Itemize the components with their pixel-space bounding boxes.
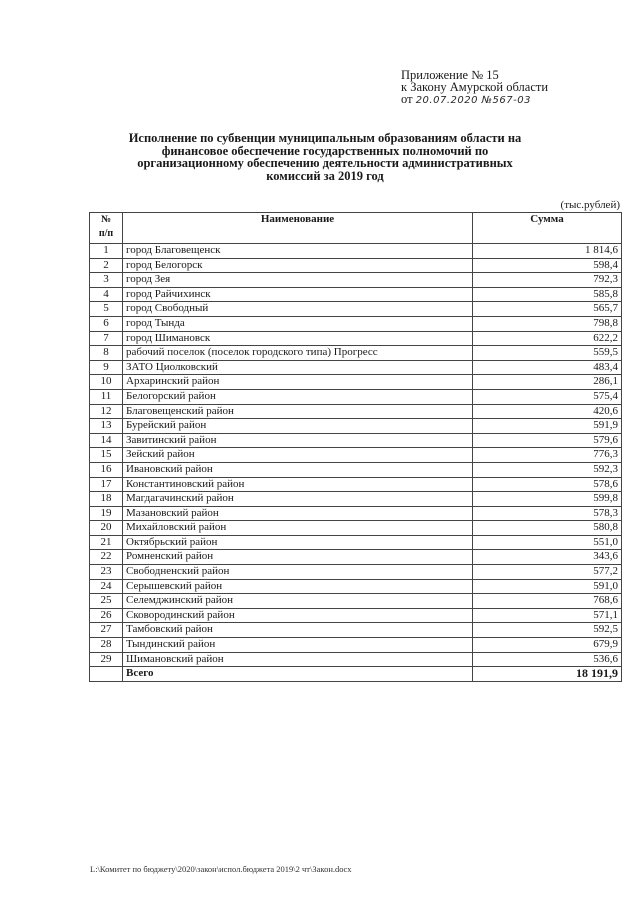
cell-num: 3 <box>90 273 123 288</box>
cell-name: город Благовещенск <box>123 244 473 259</box>
cell-sum: 551,0 <box>473 535 622 550</box>
cell-sum: 592,5 <box>473 623 622 638</box>
cell-name: Шимановский район <box>123 652 473 667</box>
table-header-row <box>90 213 622 244</box>
cell-num: 21 <box>90 535 123 550</box>
cell-sum: 792,3 <box>473 273 622 288</box>
cell-num: 18 <box>90 492 123 507</box>
cell-name: город Свободный <box>123 302 473 317</box>
table-row <box>90 521 622 536</box>
cell-name: город Зея <box>123 273 473 288</box>
cell-name: Белогорский район <box>123 389 473 404</box>
cell-num: 14 <box>90 433 123 448</box>
cell-name: Ивановский район <box>123 462 473 477</box>
cell-sum: 598,4 <box>473 258 622 273</box>
cell-name: Зейский район <box>123 448 473 463</box>
cell-num: 26 <box>90 608 123 623</box>
cell-sum: 536,6 <box>473 652 622 667</box>
table-row <box>90 652 622 667</box>
cell-num: 9 <box>90 360 123 375</box>
total-sum: 18 191,9 <box>473 667 622 682</box>
cell-num: 11 <box>90 389 123 404</box>
table-row <box>90 506 622 521</box>
cell-sum: 679,9 <box>473 638 622 653</box>
cell-sum: 776,3 <box>473 448 622 463</box>
subvention-table <box>89 212 622 682</box>
table-row <box>90 565 622 580</box>
cell-name: Ромненский район <box>123 550 473 565</box>
cell-num: 6 <box>90 316 123 331</box>
cell-sum: 343,6 <box>473 550 622 565</box>
cell-num: 7 <box>90 331 123 346</box>
cell-name: город Тында <box>123 316 473 331</box>
cell-sum: 798,8 <box>473 316 622 331</box>
cell-num: 4 <box>90 287 123 302</box>
cell-sum: 420,6 <box>473 404 622 419</box>
table-row <box>90 419 622 434</box>
cell-sum: 483,4 <box>473 360 622 375</box>
cell-sum: 768,6 <box>473 594 622 609</box>
table-row <box>90 550 622 565</box>
cell-sum: 592,3 <box>473 462 622 477</box>
cell-name: Завитинский район <box>123 433 473 448</box>
appendix-handwritten-date: 20.07.2020 №567-03 <box>415 95 531 106</box>
cell-sum: 579,6 <box>473 433 622 448</box>
table-row <box>90 594 622 609</box>
cell-sum: 599,8 <box>473 492 622 507</box>
cell-num: 5 <box>90 302 123 317</box>
cell-num: 16 <box>90 462 123 477</box>
cell-name: город Белогорск <box>123 258 473 273</box>
header-num <box>90 213 123 244</box>
header-num-label: п/п <box>98 228 114 239</box>
total-label: Всего <box>123 667 473 682</box>
table-row <box>90 492 622 507</box>
cell-num: 28 <box>90 638 123 653</box>
cell-num: 1 <box>90 244 123 259</box>
cell-name: Селемджинский район <box>123 594 473 609</box>
cell-name: Бурейский район <box>123 419 473 434</box>
table-row <box>90 623 622 638</box>
cell-num: 17 <box>90 477 123 492</box>
cell-name: Тамбовский район <box>123 623 473 638</box>
table-row <box>90 448 622 463</box>
cell-sum: 565,7 <box>473 302 622 317</box>
cell-num: 2 <box>90 258 123 273</box>
cell-sum: 591,0 <box>473 579 622 594</box>
cell-num: 8 <box>90 346 123 361</box>
cell-name: рабочий поселок (поселок городского типа) Прогресс <box>123 346 473 361</box>
table-row <box>90 244 622 259</box>
table-row <box>90 404 622 419</box>
table-row <box>90 477 622 492</box>
table-row <box>90 273 622 288</box>
cell-num: 23 <box>90 565 123 580</box>
cell-num: 13 <box>90 419 123 434</box>
cell-sum: 578,6 <box>473 477 622 492</box>
cell-name: Константиновский район <box>123 477 473 492</box>
cell-num: 12 <box>90 404 123 419</box>
cell-num <box>90 667 123 682</box>
cell-name: город Шимановск <box>123 331 473 346</box>
cell-sum: 559,5 <box>473 346 622 361</box>
document-title: Исполнение по субвенции муниципальным образованиям области на финансовое обеспечение государственных полномочий по организационному обеспечению деятельности административных комиссий за 2019 год <box>128 131 522 183</box>
cell-name: Октябрьский район <box>123 535 473 550</box>
table-row <box>90 375 622 390</box>
cell-num: 20 <box>90 521 123 536</box>
header-name: Наименование <box>123 213 473 244</box>
table-row <box>90 433 622 448</box>
table-row <box>90 258 622 273</box>
appendix-date-line <box>401 93 548 107</box>
cell-sum: 578,3 <box>473 506 622 521</box>
table-row <box>90 360 622 375</box>
table-row <box>90 535 622 550</box>
cell-name: Михайловский район <box>123 521 473 536</box>
cell-name: Сковородинский район <box>123 608 473 623</box>
table-row <box>90 346 622 361</box>
cell-sum: 575,4 <box>473 389 622 404</box>
cell-num: 29 <box>90 652 123 667</box>
table-row <box>90 389 622 404</box>
table-row <box>90 316 622 331</box>
table-row <box>90 302 622 317</box>
appendix-number: Приложение № 15 <box>401 68 499 82</box>
cell-sum: 571,1 <box>473 608 622 623</box>
cell-name: Серышевский район <box>123 579 473 594</box>
cell-num: 19 <box>90 506 123 521</box>
total-row <box>90 667 622 682</box>
header-num-symbol: № <box>100 214 112 225</box>
table-body <box>90 244 622 682</box>
cell-name: Благовещенский район <box>123 404 473 419</box>
cell-sum: 577,2 <box>473 565 622 580</box>
appendix-law-reference: к Закону Амурской области <box>401 80 549 94</box>
cell-sum: 585,8 <box>473 287 622 302</box>
file-path-footer: L:\Комитет по бюджету\2020\закон\испол.бюджета 2019\2 чт\Закон.docx <box>90 864 352 874</box>
cell-num: 25 <box>90 594 123 609</box>
cell-sum: 622,2 <box>473 331 622 346</box>
cell-name: город Райчихинск <box>123 287 473 302</box>
cell-num: 27 <box>90 623 123 638</box>
table-row <box>90 287 622 302</box>
cell-num: 22 <box>90 550 123 565</box>
table-row <box>90 462 622 477</box>
table-row <box>90 638 622 653</box>
table-row <box>90 331 622 346</box>
cell-sum: 1 814,6 <box>473 244 622 259</box>
appendix-header <box>401 69 548 107</box>
cell-name: Архаринский район <box>123 375 473 390</box>
cell-name: Мазановский район <box>123 506 473 521</box>
cell-name: Свободненский район <box>123 565 473 580</box>
cell-sum: 591,9 <box>473 419 622 434</box>
cell-num: 10 <box>90 375 123 390</box>
table-row <box>90 579 622 594</box>
cell-sum: 580,8 <box>473 521 622 536</box>
cell-name: Тындинский район <box>123 638 473 653</box>
cell-name: Магдагачинский район <box>123 492 473 507</box>
cell-num: 15 <box>90 448 123 463</box>
header-sum: Сумма <box>473 213 622 244</box>
cell-name: ЗАТО Циолковский <box>123 360 473 375</box>
cell-sum: 286,1 <box>473 375 622 390</box>
cell-num: 24 <box>90 579 123 594</box>
units-note: (тыс.рублей) <box>560 199 620 211</box>
appendix-date-prefix: от <box>401 92 413 106</box>
table-row <box>90 608 622 623</box>
